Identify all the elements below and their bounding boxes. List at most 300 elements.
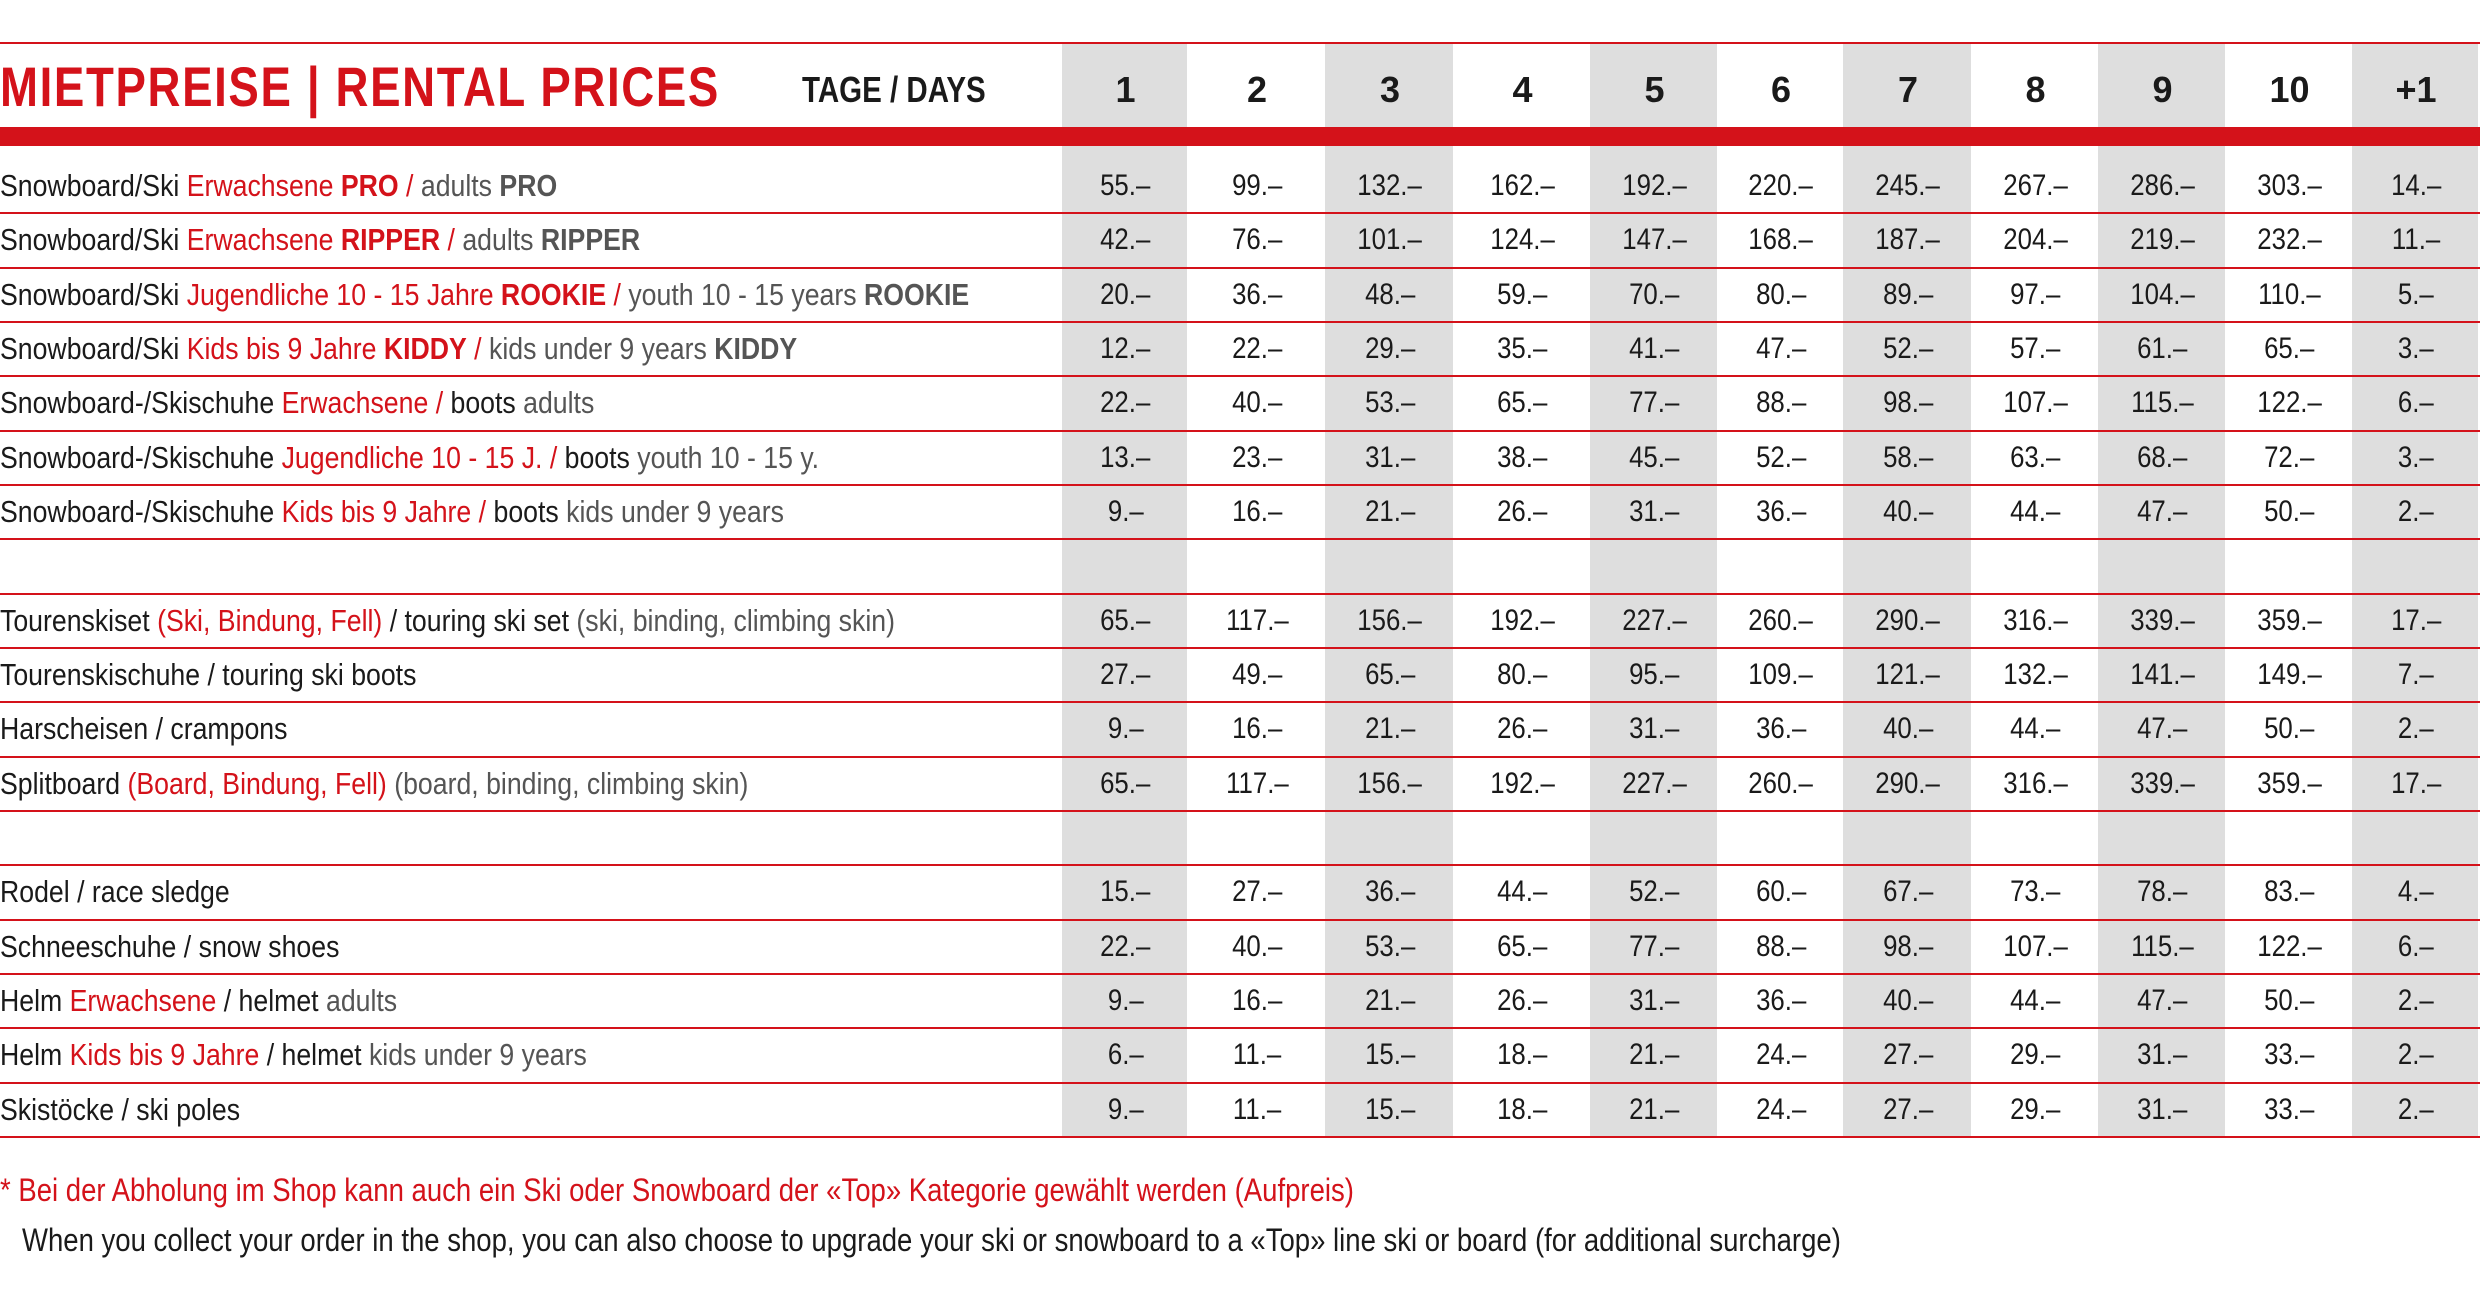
label-segment: helmet	[238, 982, 326, 1018]
label-segment: kids under 9 years	[368, 1037, 587, 1073]
price-value: 73.–	[2010, 875, 2061, 909]
price-cell	[2098, 268, 2227, 322]
price-cell	[2227, 322, 2352, 376]
price-value: 33.–	[2264, 1092, 2315, 1126]
label-segment: (Board, Bindung, Fell)	[127, 765, 387, 801]
item-label	[0, 159, 557, 213]
price-value: 5.–	[2398, 277, 2434, 311]
price-cell	[2352, 865, 2480, 919]
price-cell	[1973, 648, 2098, 702]
label-segment: Splitboard	[0, 765, 128, 801]
price-value: 47.–	[2137, 983, 2188, 1017]
price-cell	[1973, 322, 2098, 376]
price-value: 76.–	[1231, 223, 1283, 257]
price-cell	[1455, 431, 1590, 485]
price-value: 132.–	[1357, 169, 1423, 202]
price-cell	[1325, 213, 1455, 267]
days-label: TAGE / DAYS	[802, 69, 986, 110]
price-cell	[1189, 322, 1325, 376]
label-segment: /	[440, 222, 463, 258]
price-cell	[1719, 702, 1843, 756]
price-value: 67.–	[1882, 875, 1934, 909]
price-cell	[1590, 268, 1719, 322]
price-cell	[1455, 268, 1590, 322]
price-cell	[1325, 268, 1455, 322]
price-cell	[1843, 1028, 1973, 1082]
item-label	[0, 213, 640, 267]
price-value: 88.–	[1755, 929, 1807, 963]
price-value: 290.–	[1875, 603, 1941, 637]
price-value: 2.–	[2398, 712, 2434, 746]
price-cell	[1973, 594, 2098, 648]
price-cell	[1843, 974, 1973, 1028]
price-value: 303.–	[2257, 169, 2322, 202]
price-cell	[1973, 1083, 2098, 1137]
price-cell	[2227, 485, 2352, 539]
price-value: 52.–	[1882, 331, 1934, 365]
price-cell	[2227, 974, 2352, 1028]
price-value: 97.–	[2010, 277, 2061, 311]
price-value: 13.–	[1100, 440, 1151, 474]
price-value: 29.–	[2010, 1038, 2061, 1072]
price-value: 316.–	[2003, 766, 2068, 800]
price-cell	[1973, 213, 2098, 267]
price-cell	[2227, 376, 2352, 430]
price-cell	[1325, 485, 1455, 539]
price-cell	[1590, 431, 1719, 485]
price-cell	[2098, 920, 2227, 974]
price-value: 21.–	[1364, 712, 1416, 746]
price-cell	[1189, 268, 1325, 322]
price-value: 9.–	[1107, 494, 1144, 528]
price-cell	[1062, 159, 1189, 213]
price-value: 47.–	[1755, 331, 1807, 365]
item-label	[0, 702, 287, 756]
day-header: 5	[1644, 69, 1665, 110]
price-cell	[1189, 702, 1325, 756]
price-value: 109.–	[1748, 657, 1814, 691]
price-cell	[1843, 920, 1973, 974]
price-value: 117.–	[1225, 766, 1289, 800]
price-cell	[1973, 159, 2098, 213]
price-cell	[1719, 431, 1843, 485]
header-band	[0, 127, 2480, 146]
price-cell	[2352, 594, 2480, 648]
price-value: 11.–	[1232, 1092, 1282, 1126]
label-segment: / touring ski set	[382, 602, 577, 638]
price-cell	[1189, 594, 1325, 648]
price-cell	[2227, 865, 2352, 919]
price-value: 122.–	[2257, 386, 2322, 420]
price-cell	[2098, 1083, 2227, 1137]
price-value: 33.–	[2264, 1038, 2315, 1072]
label-segment: boots	[493, 493, 567, 529]
price-value: 60.–	[1755, 875, 1807, 909]
price-value: 98.–	[1882, 929, 1934, 963]
day-header: 3	[1379, 69, 1401, 110]
price-value: 36.–	[1364, 875, 1416, 909]
price-cell	[1590, 1083, 1719, 1137]
price-cell	[1189, 974, 1325, 1028]
label-segment: boots	[450, 385, 524, 421]
price-value: 6.–	[2398, 386, 2434, 420]
price-value: 40.–	[1882, 983, 1934, 1017]
price-cell	[2098, 974, 2227, 1028]
price-cell	[1455, 213, 1590, 267]
price-value: 23.–	[1231, 440, 1283, 474]
row-divider	[0, 810, 2480, 812]
price-value: 38.–	[1497, 440, 1548, 474]
price-cell	[1719, 268, 1843, 322]
price-value: 95.–	[1629, 657, 1680, 691]
price-cell	[2098, 485, 2227, 539]
label-segment: Erwachsene	[69, 982, 217, 1018]
price-value: 26.–	[1497, 983, 1548, 1017]
price-value: 16.–	[1231, 494, 1283, 528]
label-segment: (board, binding, climbing skin)	[386, 765, 749, 801]
label-segment: Snowboard-/Skischuhe	[0, 493, 282, 529]
item-label	[0, 268, 969, 322]
price-value: 40.–	[1882, 494, 1934, 528]
price-value: 6.–	[1107, 1038, 1144, 1072]
label-segment: kids under 9 years	[488, 330, 715, 366]
label-segment: Tourenskischuhe / touring ski boots	[0, 656, 417, 692]
price-value: 49.–	[1231, 657, 1283, 691]
price-cell	[2352, 920, 2480, 974]
price-value: 52.–	[1755, 440, 1807, 474]
price-value: 65.–	[1497, 386, 1548, 420]
price-cell	[1325, 648, 1455, 702]
price-cell	[1455, 974, 1590, 1028]
price-value: 24.–	[1755, 1038, 1807, 1072]
item-label	[0, 865, 230, 919]
price-cell	[2352, 702, 2480, 756]
label-segment: Kids bis 9 Jahre /	[281, 493, 494, 529]
price-cell	[1455, 594, 1590, 648]
row-divider	[0, 538, 2480, 540]
price-value: 21.–	[1364, 494, 1416, 528]
label-segment: Schneeschuhe / snow shoes	[0, 928, 340, 964]
price-value: 63.–	[2010, 440, 2061, 474]
price-cell	[2352, 213, 2480, 267]
price-value: 36.–	[1755, 983, 1807, 1017]
item-label	[0, 376, 594, 430]
price-cell	[1189, 757, 1325, 811]
price-cell	[2352, 431, 2480, 485]
price-cell	[1062, 1083, 1189, 1137]
price-value: 27.–	[1231, 875, 1283, 909]
price-value: 44.–	[2010, 983, 2061, 1017]
item-label	[0, 920, 339, 974]
price-cell	[1062, 974, 1189, 1028]
price-value: 47.–	[2137, 494, 2188, 528]
label-segment: KIDDY	[383, 330, 467, 366]
price-value: 124.–	[1490, 223, 1555, 257]
price-cell	[2098, 865, 2227, 919]
price-value: 42.–	[1100, 223, 1151, 257]
price-cell	[1062, 702, 1189, 756]
price-cell	[1843, 159, 1973, 213]
price-cell	[1719, 648, 1843, 702]
row-divider	[0, 1136, 2480, 1138]
price-value: 290.–	[1875, 766, 1941, 800]
top-rule	[0, 42, 2480, 44]
price-cell	[1590, 485, 1719, 539]
price-cell	[1455, 159, 1590, 213]
label-segment: Erwachsene /	[281, 385, 451, 421]
price-cell	[1973, 757, 2098, 811]
label-segment: /	[259, 1037, 282, 1073]
price-cell	[2227, 920, 2352, 974]
price-cell	[1189, 1083, 1325, 1137]
price-cell	[1973, 974, 2098, 1028]
price-cell	[1719, 213, 1843, 267]
item-label	[0, 431, 819, 485]
price-cell	[1325, 1083, 1455, 1137]
day-header: 6	[1770, 69, 1792, 110]
price-value: 65.–	[1364, 657, 1416, 691]
price-value: 267.–	[2003, 169, 2068, 202]
price-cell	[1325, 920, 1455, 974]
price-value: 36.–	[1755, 712, 1807, 746]
price-value: 20.–	[1100, 277, 1151, 311]
price-value: 115.–	[2131, 929, 2194, 963]
label-segment: (Ski, Bindung, Fell)	[157, 602, 383, 638]
price-cell	[1590, 865, 1719, 919]
price-cell	[1590, 213, 1719, 267]
price-cell	[1325, 865, 1455, 919]
price-cell	[1325, 159, 1455, 213]
price-value: 316.–	[2003, 603, 2068, 637]
price-cell	[1189, 431, 1325, 485]
price-value: 31.–	[1629, 983, 1680, 1017]
price-value: 88.–	[1755, 386, 1807, 420]
price-cell	[1325, 322, 1455, 376]
price-cell	[2098, 376, 2227, 430]
price-value: 122.–	[2257, 929, 2322, 963]
price-cell	[1590, 757, 1719, 811]
price-value: 9.–	[1107, 1092, 1144, 1126]
price-value: 260.–	[1748, 603, 1814, 637]
footnote-german: * Bei der Abholung im Shop kann auch ein Ski oder Snowboard der «Top» Kategorie gewählt werden (Aufpreis)	[0, 1172, 1354, 1208]
price-value: 15.–	[1100, 875, 1151, 909]
price-cell	[2227, 159, 2352, 213]
price-value: 14.–	[2390, 169, 2442, 202]
price-value: 3.–	[2398, 440, 2434, 474]
price-value: 27.–	[1882, 1092, 1934, 1126]
price-cell	[2098, 1028, 2227, 1082]
label-segment: PRO	[340, 168, 399, 203]
price-cell	[1843, 648, 1973, 702]
price-value: 192.–	[1622, 169, 1687, 202]
label-segment: Helm	[0, 1037, 70, 1073]
price-cell	[2352, 1028, 2480, 1082]
day-header: 7	[1897, 69, 1919, 110]
price-value: 121.–	[1875, 657, 1941, 691]
day-header: 8	[2025, 69, 2046, 110]
label-segment: Snowboard/Ski	[0, 276, 187, 312]
price-cell	[1719, 920, 1843, 974]
price-cell	[1189, 485, 1325, 539]
price-cell	[2352, 376, 2480, 430]
price-value: 15.–	[1364, 1038, 1416, 1072]
price-value: 22.–	[1100, 929, 1151, 963]
price-cell	[1843, 322, 1973, 376]
price-cell	[1189, 1028, 1325, 1082]
price-cell	[1189, 865, 1325, 919]
price-cell	[1455, 322, 1590, 376]
price-cell	[1843, 431, 1973, 485]
item-label	[0, 485, 784, 539]
label-segment: Snowboard-/Skischuhe	[0, 439, 282, 475]
price-value: 53.–	[1364, 386, 1416, 420]
price-value: 232.–	[2257, 223, 2322, 257]
price-value: 31.–	[1629, 494, 1680, 528]
price-value: 36.–	[1231, 277, 1283, 311]
price-value: 78.–	[2137, 875, 2188, 909]
price-value: 45.–	[1629, 440, 1680, 474]
price-value: 3.–	[2398, 331, 2434, 365]
price-value: 31.–	[1364, 440, 1416, 474]
price-value: 15.–	[1364, 1092, 1416, 1126]
price-cell	[1325, 431, 1455, 485]
price-cell	[2352, 322, 2480, 376]
price-cell	[2098, 322, 2227, 376]
price-cell	[1719, 1028, 1843, 1082]
price-value: 70.–	[1629, 277, 1680, 311]
item-label	[0, 594, 895, 648]
price-cell	[1590, 159, 1719, 213]
price-cell	[1590, 1028, 1719, 1082]
label-segment: boots	[564, 439, 638, 475]
price-value: 55.–	[1100, 169, 1151, 202]
price-cell	[1719, 757, 1843, 811]
price-value: 44.–	[1497, 875, 1548, 909]
day-header: 4	[1512, 69, 1533, 110]
price-value: 65.–	[1100, 603, 1151, 637]
price-cell	[2098, 702, 2227, 756]
price-cell	[2227, 268, 2352, 322]
price-value: 83.–	[2264, 875, 2315, 909]
price-value: 31.–	[2137, 1092, 2188, 1126]
price-value: 12.–	[1100, 331, 1151, 365]
price-cell	[2227, 1028, 2352, 1082]
price-cell	[1843, 485, 1973, 539]
price-value: 22.–	[1100, 386, 1151, 420]
label-segment: /	[398, 168, 421, 203]
price-cell	[1325, 594, 1455, 648]
price-cell	[2227, 1083, 2352, 1137]
item-label	[0, 1028, 587, 1082]
price-cell	[1062, 920, 1189, 974]
price-cell	[1062, 594, 1189, 648]
price-value: 101.–	[1357, 223, 1423, 257]
day-header: 1	[1115, 69, 1136, 110]
price-value: 6.–	[2398, 929, 2434, 963]
price-value: 58.–	[1882, 440, 1934, 474]
price-cell	[2227, 213, 2352, 267]
label-segment: RIPPER	[540, 222, 641, 258]
price-cell	[1719, 485, 1843, 539]
price-cell	[1325, 376, 1455, 430]
price-cell	[1719, 594, 1843, 648]
price-cell	[1062, 1028, 1189, 1082]
price-value: 117.–	[1225, 603, 1289, 637]
day-header: 2	[1246, 69, 1268, 110]
label-segment: Snowboard/Ski	[0, 330, 187, 366]
price-cell	[1590, 920, 1719, 974]
price-value: 168.–	[1748, 223, 1814, 257]
price-value: 204.–	[2003, 223, 2068, 257]
price-value: 359.–	[2257, 766, 2322, 800]
label-segment: helmet	[281, 1037, 369, 1073]
price-cell	[1973, 865, 2098, 919]
price-cell	[2098, 757, 2227, 811]
price-cell	[2098, 431, 2227, 485]
price-cell	[1973, 485, 2098, 539]
price-cell	[1719, 322, 1843, 376]
price-value: 36.–	[1755, 494, 1807, 528]
price-value: 2.–	[2398, 1092, 2434, 1126]
label-segment: /	[466, 330, 489, 366]
price-cell	[1455, 485, 1590, 539]
price-value: 41.–	[1629, 331, 1680, 365]
label-segment: ROOKIE	[500, 276, 607, 312]
label-segment: /	[606, 276, 629, 312]
price-cell	[1973, 431, 2098, 485]
price-value: 29.–	[2010, 1092, 2061, 1126]
price-cell	[2098, 213, 2227, 267]
price-cell	[1973, 268, 2098, 322]
price-value: 40.–	[1231, 929, 1283, 963]
price-cell	[1455, 920, 1590, 974]
price-value: 21.–	[1629, 1038, 1680, 1072]
item-label	[0, 648, 416, 702]
price-value: 7.–	[2398, 657, 2434, 691]
label-segment: youth 10 - 15 years	[628, 276, 864, 312]
price-value: 192.–	[1490, 603, 1555, 637]
label-segment: Snowboard/Ski	[0, 168, 187, 203]
item-label	[0, 757, 748, 811]
price-value: 162.–	[1490, 169, 1555, 202]
label-segment: Snowboard-/Skischuhe	[0, 385, 282, 421]
price-value: 286.–	[2130, 169, 2195, 202]
price-cell	[1973, 1028, 2098, 1082]
price-cell	[1719, 159, 1843, 213]
label-segment: Kids bis 9 Jahre	[186, 330, 384, 366]
price-value: 77.–	[1629, 929, 1680, 963]
price-cell	[1973, 376, 2098, 430]
price-cell	[1843, 1083, 1973, 1137]
price-value: 192.–	[1490, 766, 1555, 800]
price-value: 21.–	[1364, 983, 1416, 1017]
price-value: 59.–	[1497, 277, 1548, 311]
price-value: 50.–	[2264, 983, 2315, 1017]
price-value: 50.–	[2264, 712, 2315, 746]
price-cell	[1062, 268, 1189, 322]
day-header: 10	[2269, 69, 2310, 110]
price-value: 77.–	[1629, 386, 1680, 420]
price-value: 57.–	[2010, 331, 2061, 365]
label-segment: Rodel / race sledge	[0, 874, 230, 910]
price-value: 156.–	[1357, 766, 1423, 800]
price-value: 260.–	[1748, 766, 1814, 800]
price-value: 44.–	[2010, 712, 2061, 746]
price-cell	[2352, 1083, 2480, 1137]
price-value: 18.–	[1497, 1038, 1548, 1072]
label-segment: adults	[523, 385, 595, 421]
price-cell	[2352, 648, 2480, 702]
